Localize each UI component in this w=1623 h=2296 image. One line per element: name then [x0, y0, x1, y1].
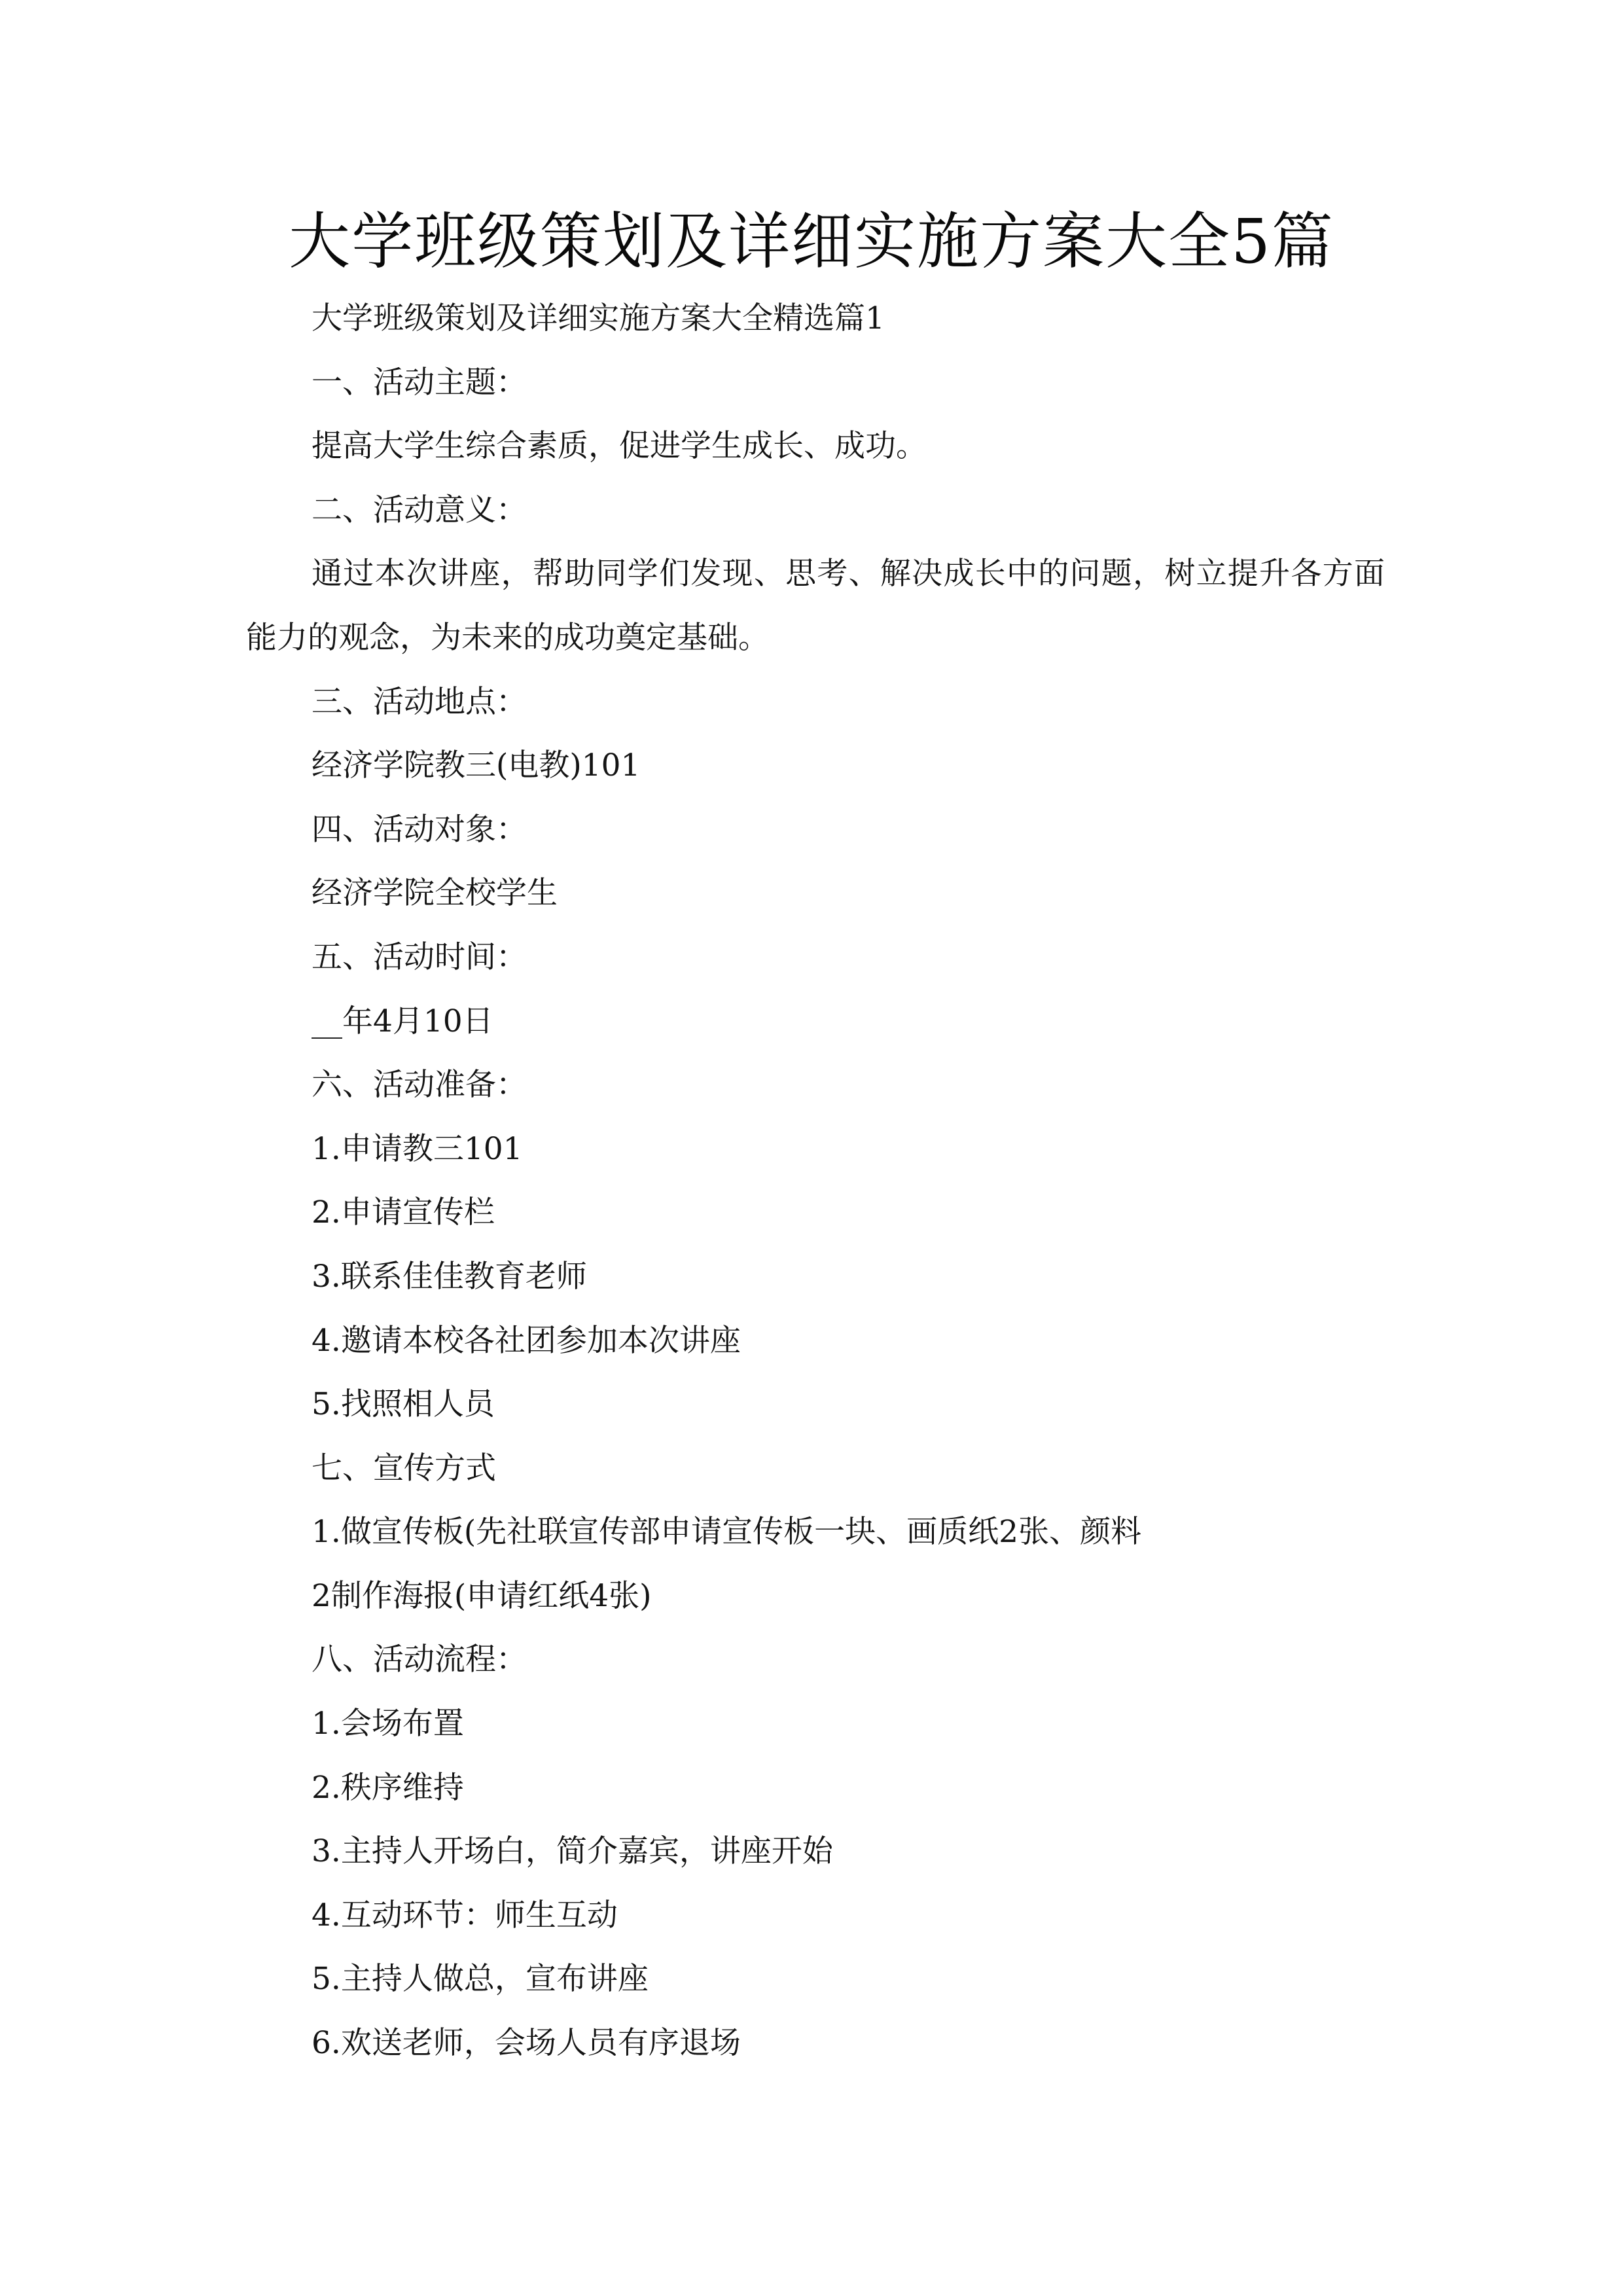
- list-item: 2.申请宣传栏: [312, 1194, 495, 1231]
- paragraph: 二、活动意义：: [312, 492, 527, 528]
- paragraph: 提高大学生综合素质，促进学生成长、成功。: [312, 428, 927, 465]
- paragraph: 五、活动时间：: [312, 939, 527, 975]
- paragraph: 一、活动主题：: [312, 364, 527, 401]
- paragraph: 六、活动准备：: [312, 1067, 527, 1103]
- document-body: [246, 287, 1385, 2075]
- paragraph: 八、活动流程：: [312, 1641, 527, 1678]
- section-heading: 大学班级策划及详细实施方案大全精选篇1: [312, 300, 885, 336]
- list-item: 2制作海报(申请红纸4张): [312, 1577, 652, 1614]
- paragraph: 经济学院教三(电教)101: [312, 747, 641, 784]
- list-item: 5.找照相人员: [312, 1386, 495, 1423]
- paragraph: 经济学院全校学生: [312, 875, 558, 912]
- document-title: 大学班级策划及详细实施方案大全5篇: [289, 206, 1334, 278]
- list-item: 1.做宣传板(先社联宣传部申请宣传板一块、画质纸2张、颜料: [312, 1514, 1142, 1551]
- list-item: 4.互动环节：师生互动: [312, 1897, 618, 1933]
- list-item: 5.主持人做总，宣布讲座: [312, 1961, 649, 1998]
- paragraph: __年4月10日: [312, 1003, 493, 1039]
- list-item: 4.邀请本校各社团参加本次讲座: [312, 1322, 741, 1359]
- paragraph: 四、活动对象：: [312, 811, 527, 848]
- paragraph: 通过本次讲座，帮助同学们发现、思考、解决成长中的问题，树立提升各方面能力的观念，为未来的成功奠定基础。: [246, 556, 1385, 656]
- paragraph: 三、活动地点：: [312, 683, 527, 720]
- list-item: 3.联系佳佳教育老师: [312, 1258, 587, 1295]
- list-item: 3.主持人开场白，简介嘉宾，讲座开始: [312, 1833, 833, 1870]
- list-item: 1.申请教三101: [312, 1130, 523, 1167]
- list-item: 2.秩序维持: [312, 1769, 464, 1806]
- list-item: 1.会场布置: [312, 1706, 464, 1742]
- list-item: 6.欢送老师，会场人员有序退场: [312, 2025, 741, 2062]
- paragraph: 七、宣传方式: [312, 1450, 496, 1486]
